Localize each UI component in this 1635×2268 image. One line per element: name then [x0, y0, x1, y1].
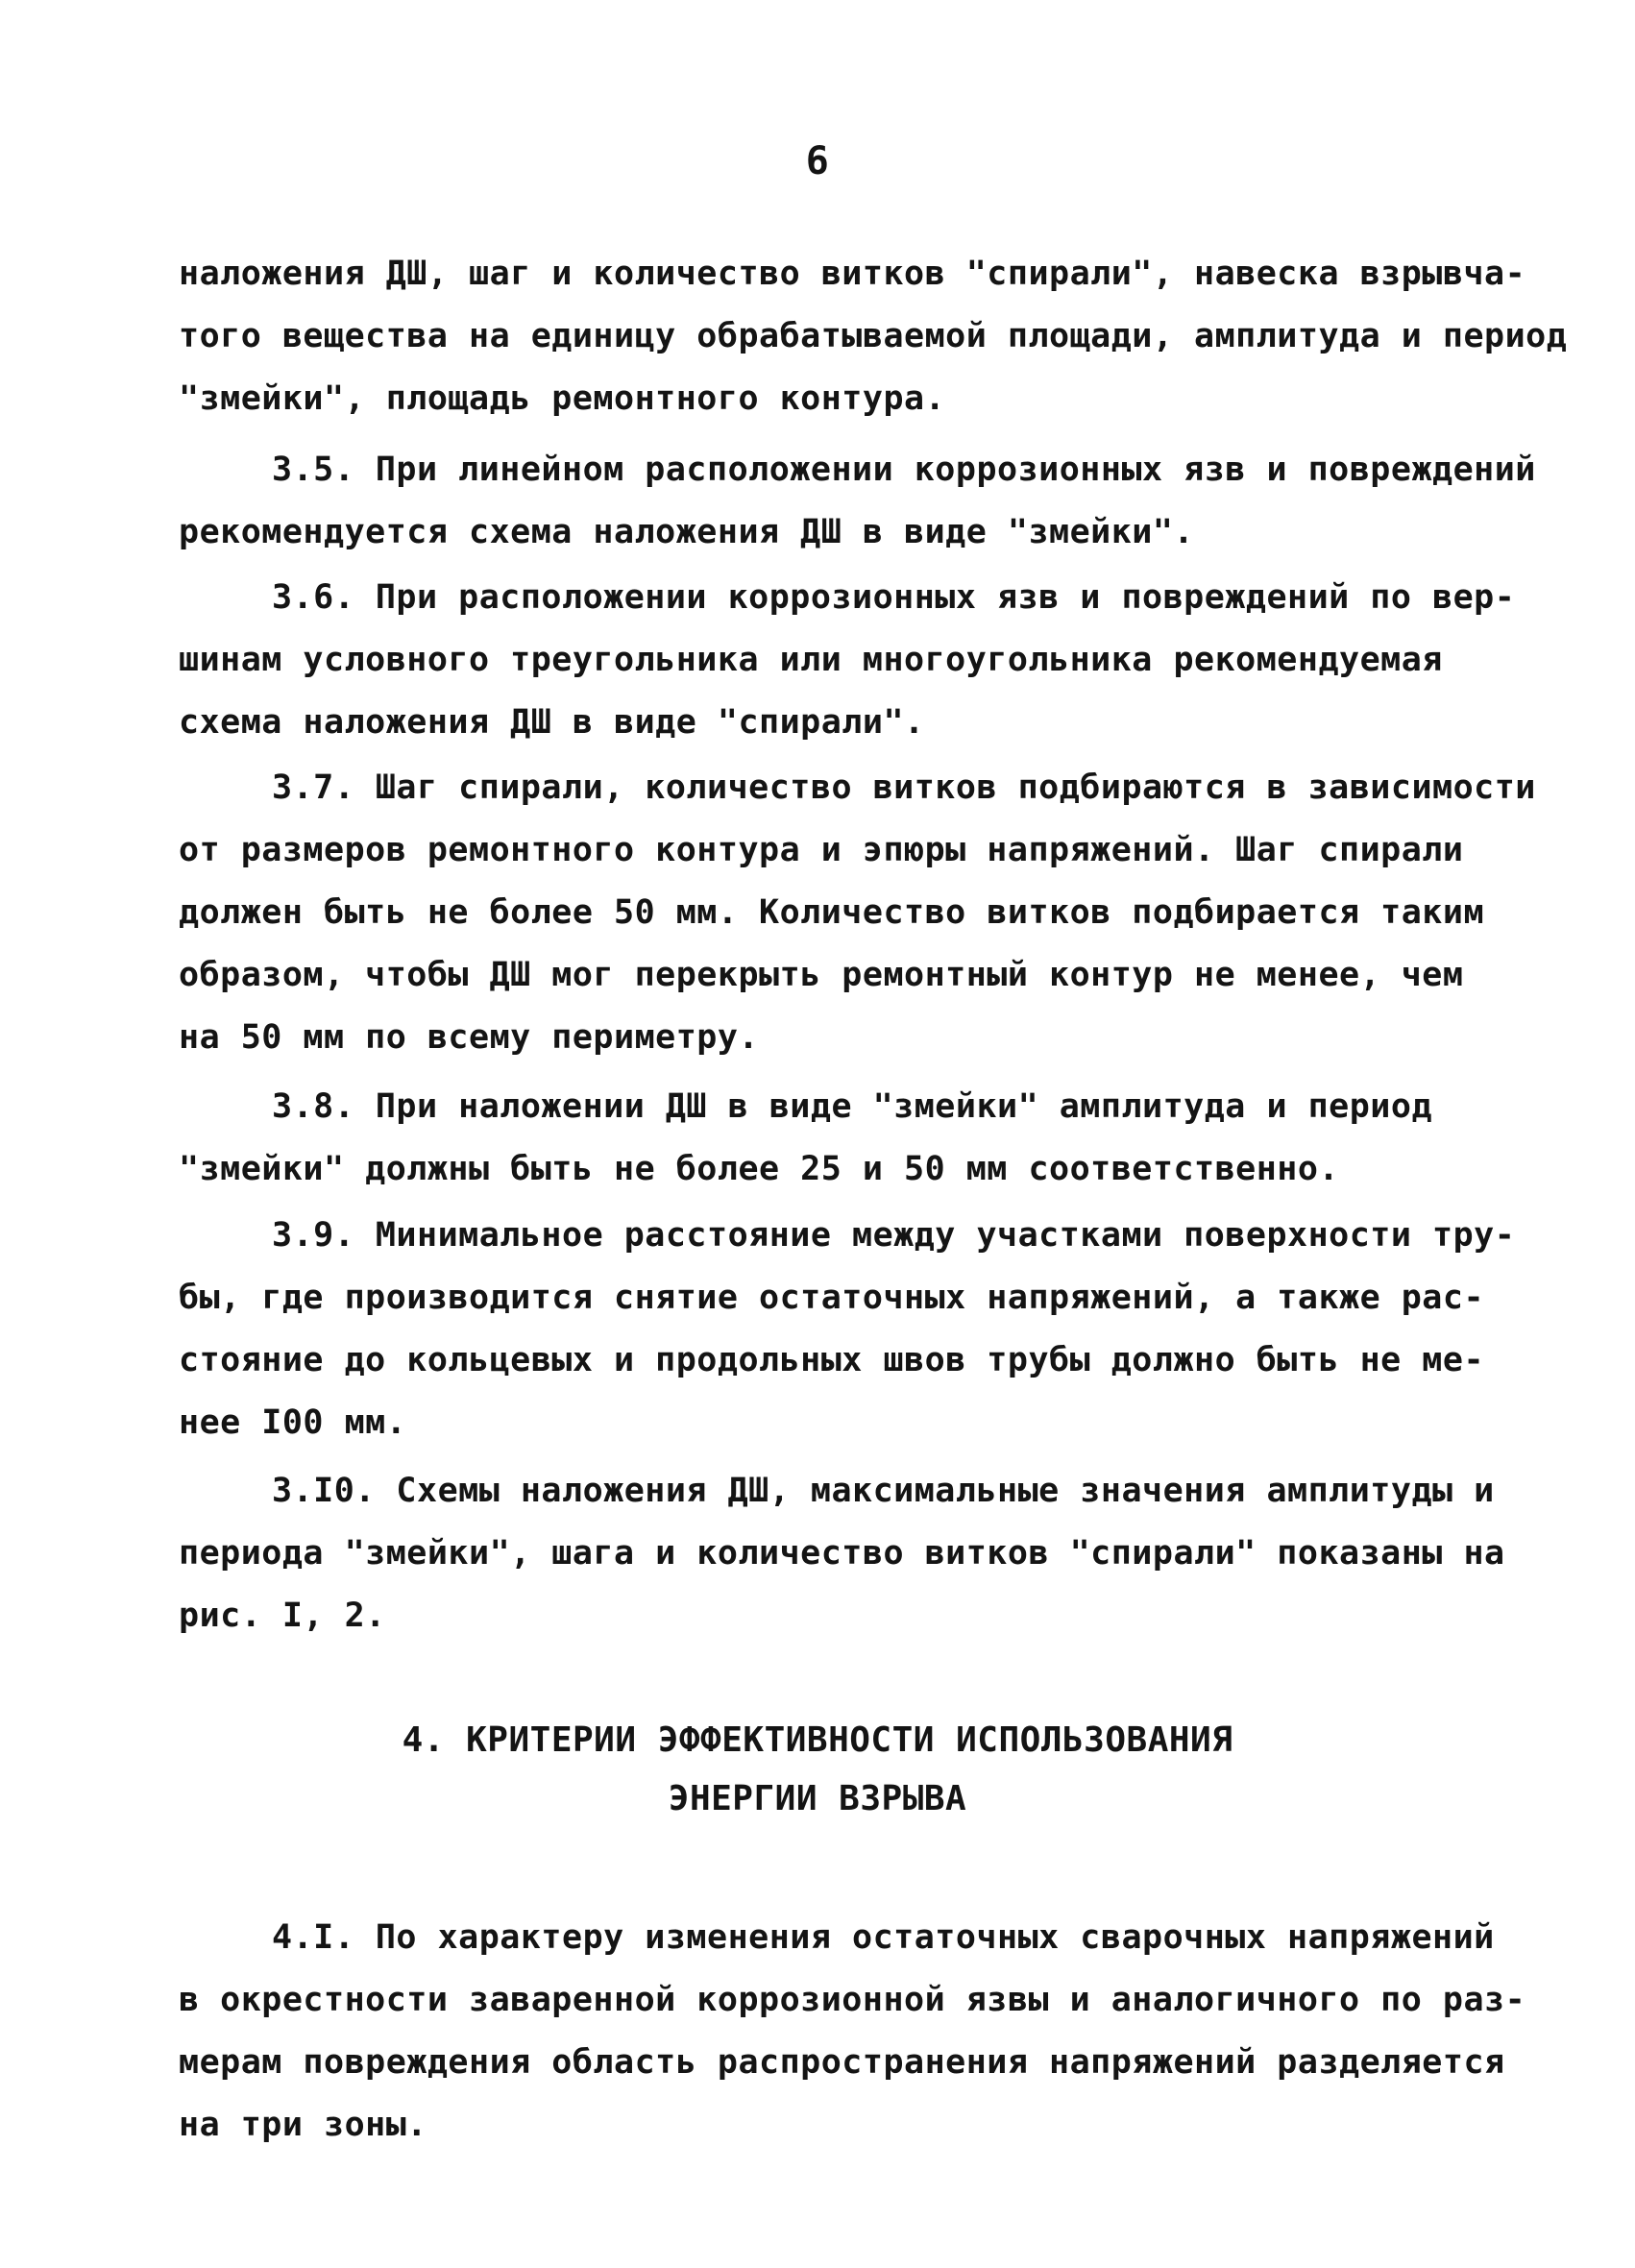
paragraph-3-9-line: нее I00 мм.	[179, 1403, 407, 1442]
paragraph-3-9-line: стояние до кольцевых и продольных швов трубы должно быть не ме-	[179, 1341, 1485, 1379]
paragraph-3-10-line: 3.I0. Схемы наложения ДШ, максимальные значения амплитуды и	[272, 1472, 1495, 1510]
paragraph-3-6-line: схема наложения ДШ в виде "спирали".	[179, 703, 925, 742]
paragraph-line: наложения ДШ, шаг и количество витков "спирали", навеска взрывча-	[179, 255, 1526, 293]
paragraph-3-9-line: бы, где производится снятие остаточных напряжений, а также рас-	[179, 1279, 1485, 1317]
paragraph-3-9-line: 3.9. Минимальное расстояние между участками поверхности тру-	[272, 1216, 1516, 1255]
paragraph-3-6-line: шинам условного треугольника или многоугольника рекомендуемая	[179, 641, 1443, 679]
paragraph-3-10-line: рис. I, 2.	[179, 1597, 386, 1635]
paragraph-4-1-line: в окрестности заваренной коррозионной язвы и аналогичного по раз-	[179, 1981, 1526, 2019]
paragraph-3-8-line: 3.8. При наложении ДШ в виде "змейки" амплитуда и период	[272, 1087, 1433, 1126]
paragraph-3-10-line: периода "змейки", шага и количество витков "спирали" показаны на	[179, 1534, 1505, 1573]
paragraph-3-6-line: 3.6. При расположении коррозионных язв и повреждений по вер-	[272, 578, 1516, 617]
paragraph-3-7-line: 3.7. Шаг спирали, количество витков подбираются в зависимости	[272, 768, 1536, 807]
paragraph-4-1-line: на три зоны.	[179, 2106, 427, 2144]
paragraph-4-1-line: 4.I. По характеру изменения остаточных сварочных напряжений	[272, 1918, 1495, 1957]
paragraph-3-7-line: на 50 мм по всему периметру.	[179, 1018, 760, 1057]
paragraph-line: "змейки", площадь ремонтного контура.	[179, 379, 946, 418]
page-number: 6	[805, 139, 830, 183]
paragraph-3-5-line: рекомендуется схема наложения ДШ в виде "змейки".	[179, 513, 1195, 551]
paragraph-3-7-line: должен быть не более 50 мм. Количество витков подбирается таким	[179, 893, 1485, 932]
section-heading: ЭНЕРГИИ ВЗРЫВА	[668, 1779, 967, 1818]
paragraph-line: того вещества на единицу обрабатываемой площади, амплитуда и период	[179, 317, 1568, 355]
paragraph-3-5-line: 3.5. При линейном расположении коррозионных язв и повреждений	[272, 451, 1536, 489]
paragraph-3-7-line: от размеров ремонтного контура и эпюры напряжений. Шаг спирали	[179, 831, 1464, 869]
paragraph-3-8-line: "змейки" должны быть не более 25 и 50 мм соответственно.	[179, 1150, 1340, 1188]
paragraph-3-7-line: образом, чтобы ДШ мог перекрыть ремонтный контур не менее, чем	[179, 956, 1464, 994]
paragraph-4-1-line: мерам повреждения область распространения напряжений разделяется	[179, 2043, 1505, 2082]
section-heading: 4. КРИТЕРИИ ЭФФЕКТИВНОСТИ ИСПОЛЬЗОВАНИЯ	[402, 1720, 1233, 1760]
